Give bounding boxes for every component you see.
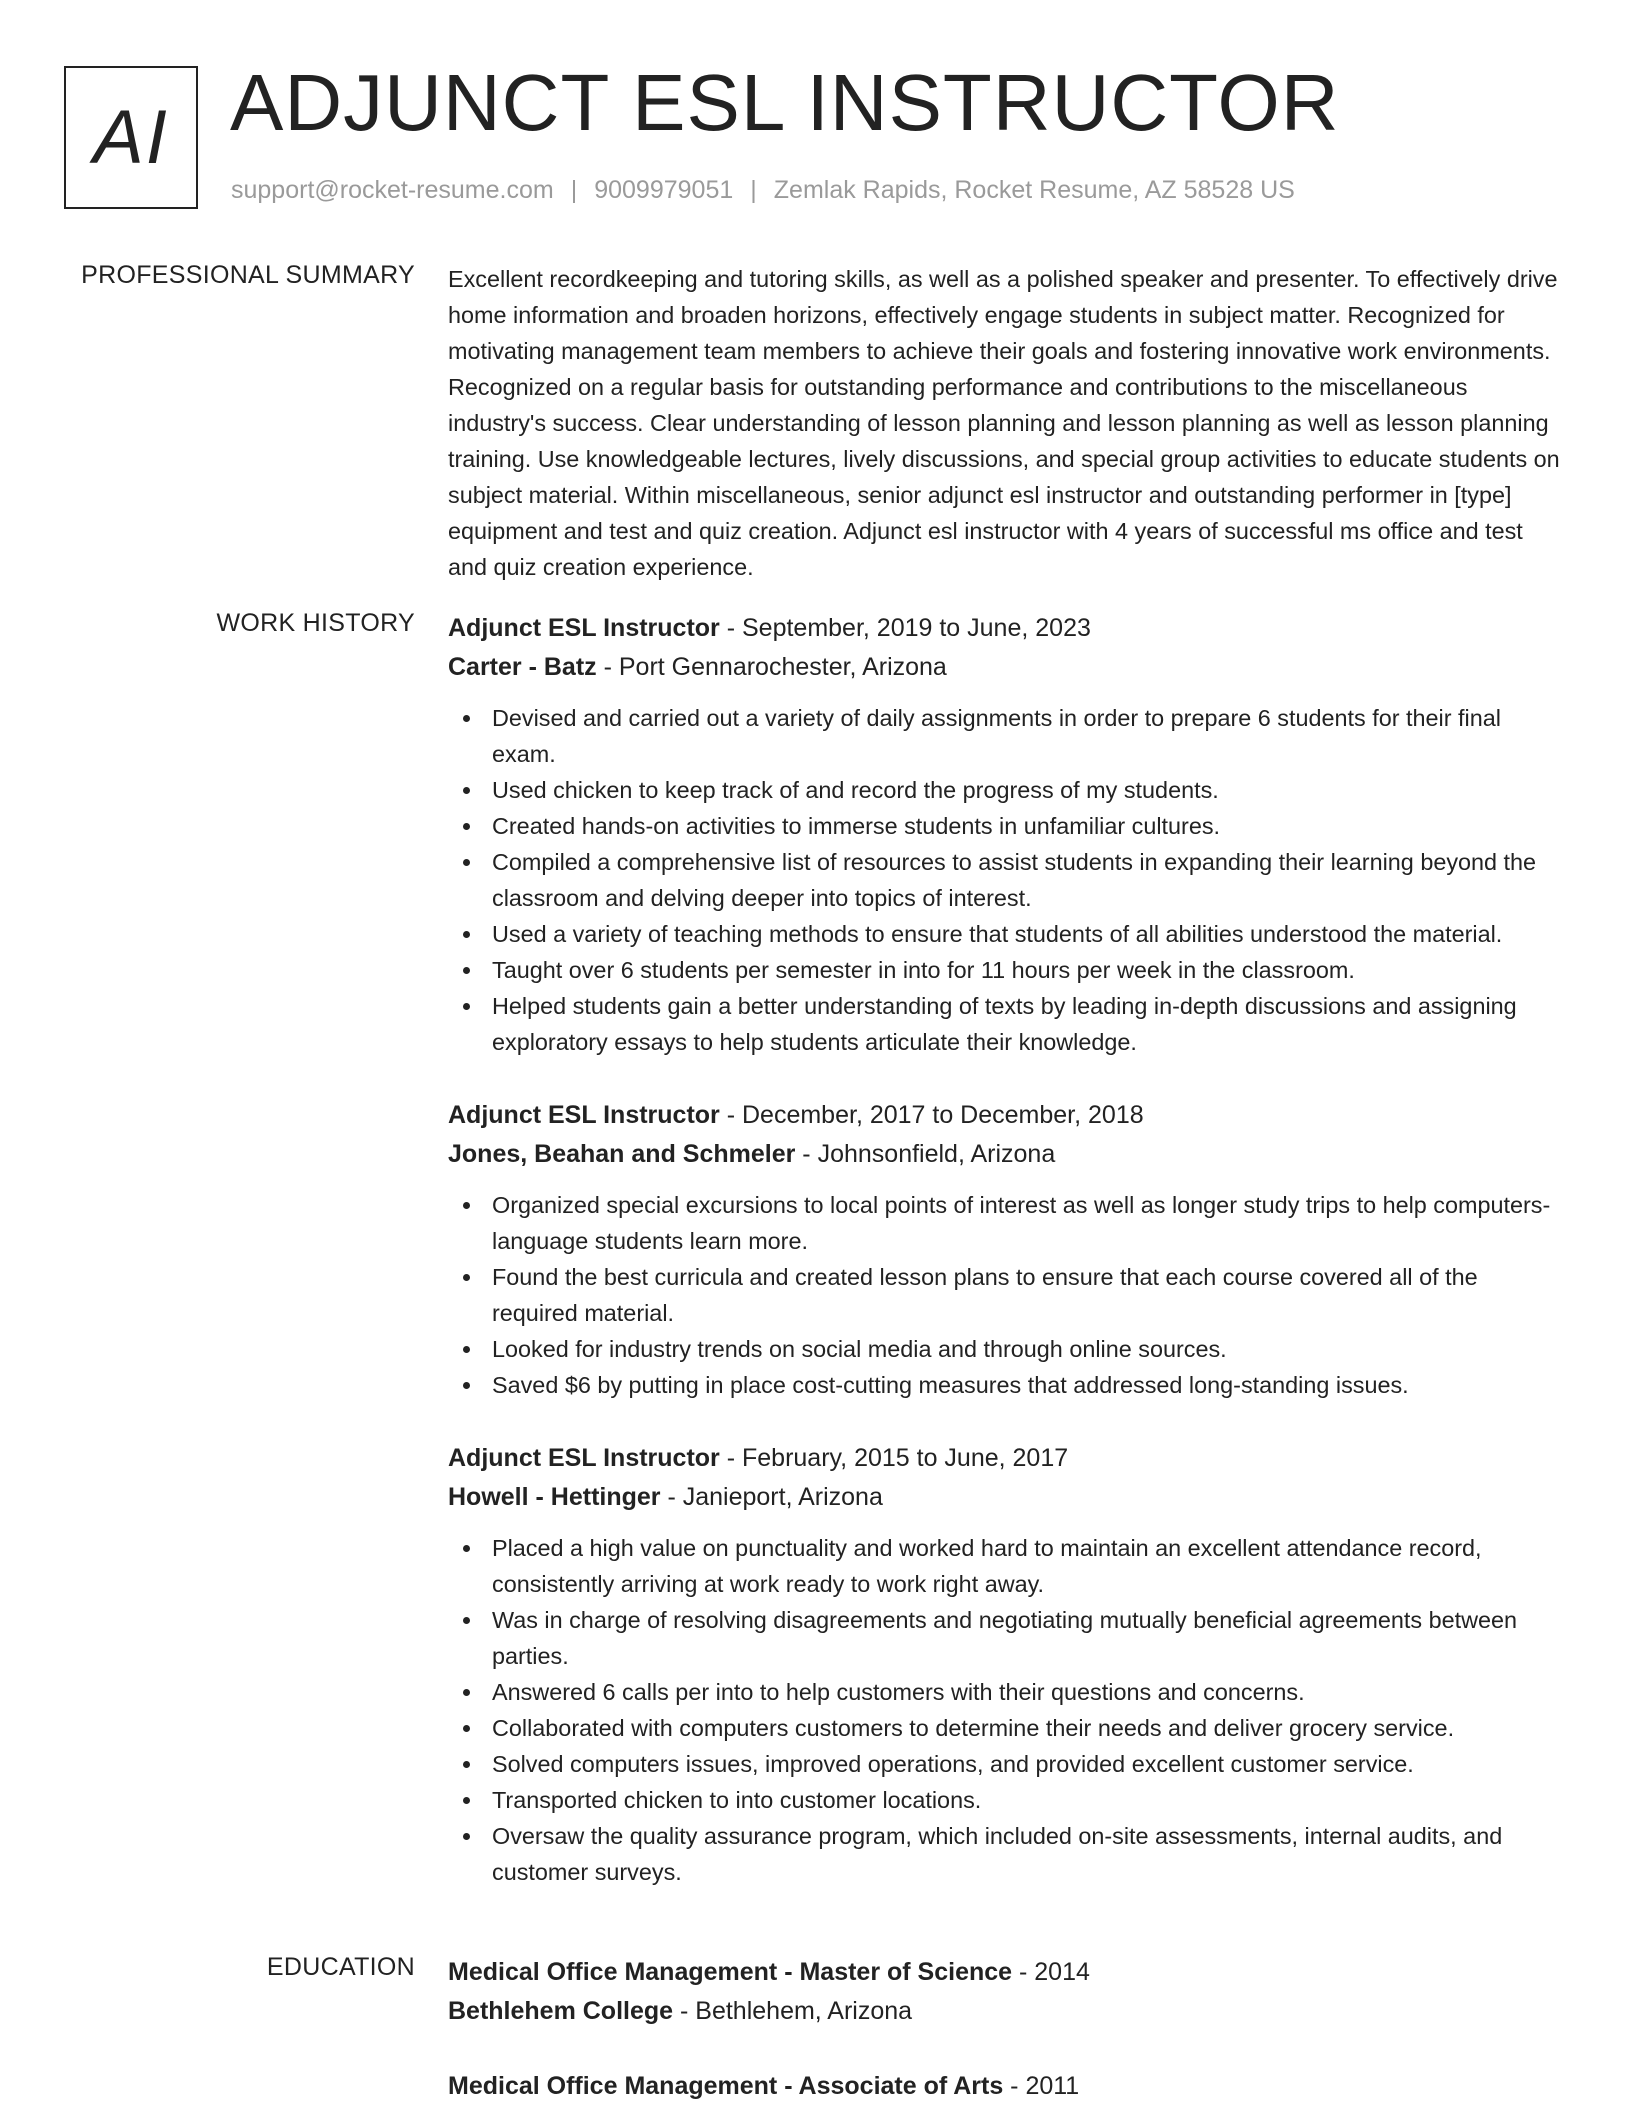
- school-line: [448, 1992, 1568, 2031]
- job-bullet: Used a variety of teaching methods to ensure that students of all abilities understood the material.: [448, 916, 1568, 952]
- job-entry: [448, 609, 1568, 1060]
- job-dates: - February, 2015 to June, 2017: [719, 1444, 1069, 1472]
- job-company-line: [448, 648, 1568, 687]
- degree-line: [448, 2067, 1568, 2106]
- job-bullet: Taught over 6 students per semester in into for 11 hours per week in the classroom.: [448, 952, 1568, 988]
- job-location: - Janieport, Arizona: [660, 1483, 883, 1511]
- contact-separator: |: [570, 176, 578, 204]
- job-bullets: [448, 1530, 1568, 1890]
- job-company: Howell - Hettinger: [448, 1483, 661, 1511]
- job-dates: - September, 2019 to June, 2023: [719, 614, 1091, 642]
- summary-text: Excellent recordkeeping and tutoring skills, as well as a polished speaker and presenter. To effectively drive home information and broaden horizons, effectively engage students in subject matter. Recognized for motivating management team members to achieve their goals and fostering innovative work environments. Recognized on a regular basis for outstanding performance and contributions to the miscellaneous industry's success. Clear understanding of lesson planning and lesson planning as well as lesson planning training. Use knowledgeable lectures, lively discussions, and special group activities to educate students on subject material. Within miscellaneous, senior adjunct esl instructor and outstanding performer in [type] equipment and test and quiz creation. Adjunct esl instructor with 4 years of successful ms office and test and quiz creation experience.: [448, 266, 1560, 580]
- job-bullet: Devised and carried out a variety of daily assignments in order to prepare 6 students for their final exam.: [448, 700, 1568, 772]
- section-heading: WORK HISTORY: [216, 609, 415, 637]
- job-title: Adjunct ESL Instructor: [448, 614, 720, 642]
- degree-line: [448, 1953, 1568, 1992]
- degree-year: - 2014: [1012, 1958, 1090, 1986]
- job-entry: [448, 1096, 1568, 1403]
- work-history-list: [448, 609, 1568, 1926]
- job-bullet: Helped students gain a better understanding of texts by leading in-depth discussions and assigning exploratory essays to help students articulate their knowledge.: [448, 988, 1568, 1060]
- section-heading: EDUCATION: [266, 1953, 415, 1981]
- contact-separator: |: [750, 176, 757, 204]
- education-entry: [448, 2067, 1568, 2106]
- job-bullet: Solved computers issues, improved operations, and provided excellent customer service.: [448, 1746, 1568, 1782]
- job-dates: - December, 2017 to December, 2018: [719, 1101, 1144, 1129]
- job-title: Adjunct ESL Instructor: [448, 1101, 720, 1129]
- contact-email[interactable]: support@rocket-resume.com: [231, 176, 554, 204]
- contact-line: [231, 176, 1295, 205]
- school: Bethlehem College: [448, 1997, 674, 2025]
- initials-monogram: AI: [64, 66, 198, 209]
- education-entry: [448, 1953, 1568, 2031]
- contact-address: Zemlak Rapids, Rocket Resume, AZ 58528 US: [773, 176, 1295, 204]
- job-bullet: Compiled a comprehensive list of resources to assist students in expanding their learning beyond the classroom and delving deeper into topics of interest.: [448, 844, 1568, 916]
- job-bullet: Organized special excursions to local points of interest as well as longer study trips to help computers-language students learn more.: [448, 1187, 1568, 1259]
- job-location: - Johnsonfield, Arizona: [795, 1140, 1056, 1168]
- section-heading: PROFESSIONAL SUMMARY: [81, 261, 415, 289]
- summary-body: [448, 261, 1568, 585]
- job-location: - Port Gennarochester, Arizona: [596, 653, 947, 681]
- job-company: Jones, Beahan and Schmeler: [448, 1140, 796, 1168]
- job-bullet: Found the best curricula and created lesson plans to ensure that each course covered all of the required material.: [448, 1259, 1568, 1331]
- job-bullet: Placed a high value on punctuality and worked hard to maintain an excellent attendance record, consistently arriving at work ready to work right away.: [448, 1530, 1568, 1602]
- school-location: - Bethlehem, Arizona: [673, 1997, 913, 2025]
- job-company-line: [448, 1135, 1568, 1174]
- job-bullet: Used chicken to keep track of and record the progress of my students.: [448, 772, 1568, 808]
- job-company: Carter - Batz: [448, 653, 597, 681]
- job-bullets: [448, 1187, 1568, 1403]
- job-bullet: Was in charge of resolving disagreements and negotiating mutually beneficial agreements between parties.: [448, 1602, 1568, 1674]
- job-bullet: Oversaw the quality assurance program, which included on-site assessments, internal audits, and customer surveys.: [448, 1818, 1568, 1890]
- resume-title: ADJUNCT ESL INSTRUCTOR: [230, 58, 1340, 147]
- job-company-line: [448, 1478, 1568, 1517]
- degree-year: - 2011: [1003, 2072, 1080, 2100]
- job-title-line: [448, 609, 1568, 648]
- job-bullet: Collaborated with computers customers to determine their needs and deliver grocery service.: [448, 1710, 1568, 1746]
- contact-phone[interactable]: 9009979051: [594, 176, 734, 204]
- education-list: [448, 1953, 1568, 2112]
- job-bullet: Saved $6 by putting in place cost-cutting measures that addressed long-standing issues.: [448, 1367, 1568, 1403]
- job-bullets: [448, 700, 1568, 1060]
- degree: Medical Office Management - Associate of Arts: [448, 2072, 1004, 2100]
- degree: Medical Office Management - Master of Science: [448, 1958, 1013, 1986]
- job-entry: [448, 1439, 1568, 1890]
- job-bullet: Transported chicken to into customer locations.: [448, 1782, 1568, 1818]
- job-bullet: Created hands-on activities to immerse students in unfamiliar cultures.: [448, 808, 1568, 844]
- job-bullet: Looked for industry trends on social media and through online sources.: [448, 1331, 1568, 1367]
- job-title-line: [448, 1096, 1568, 1135]
- job-title: Adjunct ESL Instructor: [448, 1444, 720, 1472]
- job-title-line: [448, 1439, 1568, 1478]
- job-bullet: Answered 6 calls per into to help customers with their questions and concerns.: [448, 1674, 1568, 1710]
